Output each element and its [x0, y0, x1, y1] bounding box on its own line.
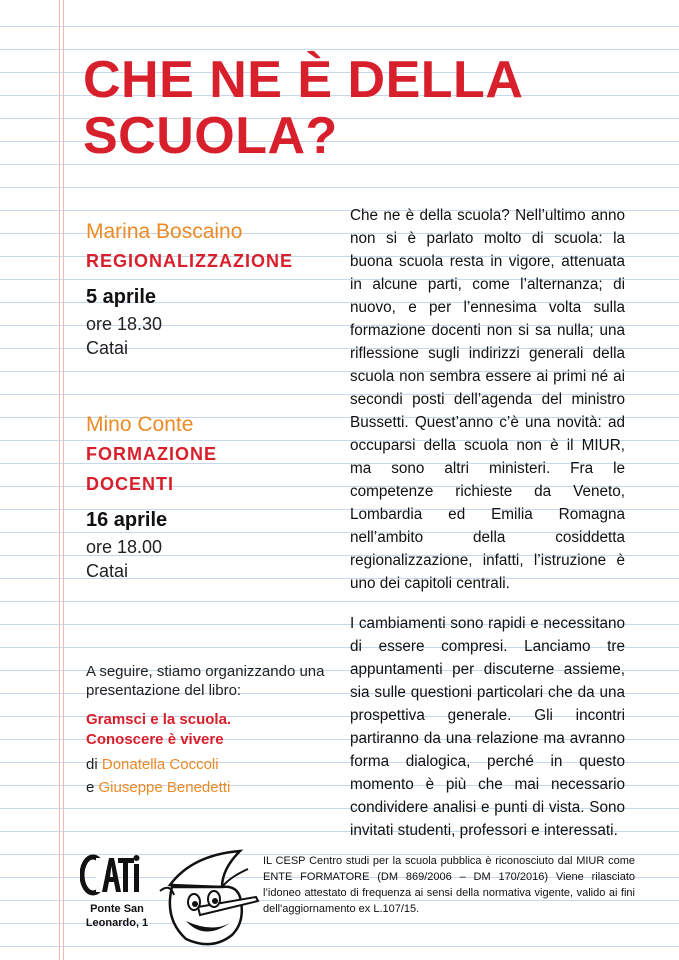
- book-title: [86, 710, 336, 750]
- description-paragraph-2: I cambiamenti sono rapidi e necessitano di essere compresi. Lanciamo tre appuntamenti per discuterne assieme, sia sulle questioni particolari che da una prospettiva generale. Gli incontri partiranno da una relazione ma avranno forma dialogica, perché in questo momento è più che mai necessario condividere analisi e punti di vista. Sono invitati studenti, professori e interessati.: [350, 615, 625, 839]
- description: [350, 204, 625, 859]
- event-date: 5 aprile: [86, 286, 157, 308]
- event-topic: REGIONALIZZAZIONE: [86, 251, 293, 271]
- event-2: [86, 411, 336, 583]
- and-label: e: [86, 779, 95, 796]
- author-name: Donatella Coccoli: [101, 756, 219, 773]
- poster-title: CHE NE È DELLA SCUOLA?: [83, 51, 522, 165]
- pinocchio-mascot-icon: [152, 847, 262, 953]
- venue-address: Ponte San Leonardo, 1: [85, 903, 149, 929]
- cesp-accreditation-note: IL CESP Centro studi per la scuola pubblica è riconosciuto dal MIUR come ENTE FORMATORE (DM 869/2006 – DM 170/2016) Viene rilasciato l’idoneo attestato di frequenza ai sensi della normativa vigente, valido ai fini dell'aggiornamento ex L.107/15.: [263, 855, 635, 915]
- event-speaker: Marina Boscaino: [86, 220, 243, 243]
- book-title-line-1: Gramsci e la scuola.: [86, 711, 232, 728]
- notebook-margin-line: [63, 0, 64, 960]
- event-1: [86, 218, 336, 360]
- event-date: 16 aprile: [86, 509, 168, 531]
- event-time: ore 18.00: [86, 537, 163, 557]
- followup-intro: A seguire, stiamo organizzando una presentazione del libro:: [86, 663, 325, 699]
- description-paragraph-1: Che ne è della scuola? Nell’ultimo anno non si è parlato molto di scuola: la buona scuola resta in vigore, attenuata in alcune parti, come l’alternanza; di nuovo, e per l’ennesima volta sulla formazione docenti non si sa nulla; una riflessione sugli indirizzi generali della scuola non sembra essere ai primi né ai secondi posti dell’agenda del ministro Bussetti. Quest’anno c’è una novità: ad occuparsi della scuola non è il MIUR, ma sono altri ministeri. Fra le competenze richieste da Veneto, Lombardia ed Emilia Romagna nell’ambito della cosiddetta regionalizzazione, infatti, l’istruzione è uno dei capitoli centrali.: [350, 207, 625, 592]
- event-topic-line-2: DOCENTI: [86, 474, 174, 494]
- catai-logo: [80, 852, 142, 898]
- event-speaker: Mino Conte: [86, 413, 194, 436]
- by-label: di: [86, 756, 98, 773]
- book-title-line-2: Conoscere è vivere: [86, 731, 224, 748]
- event-venue: Catai: [86, 338, 129, 358]
- event-time: ore 18.30: [86, 314, 163, 334]
- event-topic-line-1: FORMAZIONE: [86, 444, 217, 464]
- book-authors: [86, 753, 336, 799]
- events-column: [86, 218, 336, 583]
- notebook-margin-line: [59, 0, 60, 960]
- author-name: Giuseppe Benedetti: [98, 779, 231, 796]
- event-venue: Catai: [86, 561, 129, 581]
